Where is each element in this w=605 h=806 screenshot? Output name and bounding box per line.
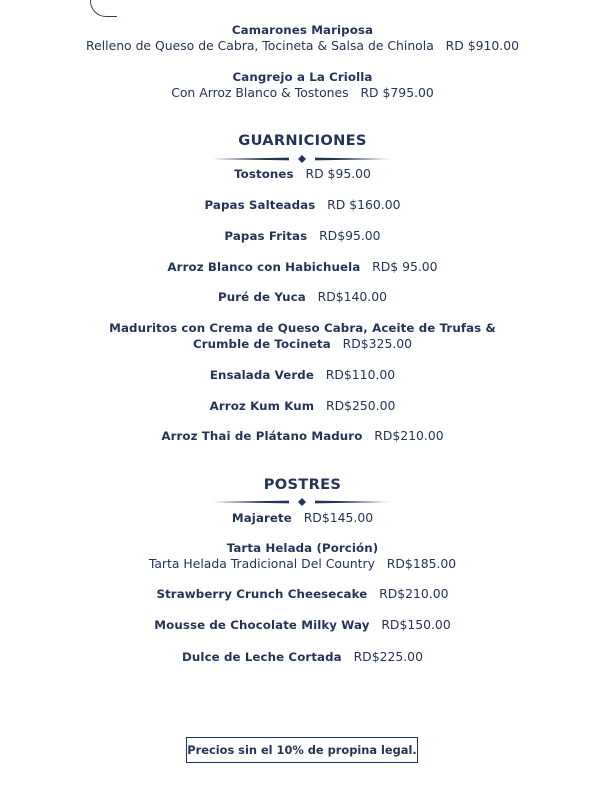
item-price: RD$225.00 (353, 649, 423, 664)
menu-item (0, 649, 605, 665)
item-name: Camarones Mariposa (231, 23, 374, 37)
item-price: RD $910.00 (445, 38, 519, 53)
item-name: Arroz Kum Kum (209, 399, 315, 413)
item-name: Cangrejo a La Criolla (232, 70, 373, 84)
menu-item (0, 398, 605, 414)
menu-item (0, 259, 605, 275)
menu-item-detail (0, 556, 605, 572)
item-name: Majarete (231, 511, 292, 525)
item-name: Dulce de Leche Cortada (182, 650, 342, 664)
item-description: Con Arroz Blanco & Tostones (171, 85, 349, 100)
menu-item-detail (0, 38, 605, 54)
menu-item (0, 586, 605, 602)
item-price: RD$110.00 (325, 367, 396, 382)
menu-item (0, 289, 605, 305)
item-price: RD $160.00 (327, 197, 401, 212)
item-description: Relleno de Queso de Cabra, Tocineta & Salsa de Chinola (86, 38, 434, 53)
menu-item (0, 320, 605, 336)
item-name: Tarta Helada (Porción) (226, 541, 379, 555)
item-name: Strawberry Crunch Cheesecake (156, 587, 368, 601)
menu-item (0, 617, 605, 633)
section-title-postres: POSTRES (263, 476, 342, 493)
tip-disclaimer-text: Precios sin el 10% de propina legal. (187, 743, 417, 757)
item-name: Maduritos con Crema de Queso Cabra, Aceite de Trufas & (109, 321, 496, 335)
menu-item (0, 510, 605, 526)
menu-item (0, 228, 605, 244)
item-price: RD$325.00 (342, 336, 413, 351)
menu-item (0, 166, 605, 182)
section-title-guarniciones: GUARNICIONES (238, 132, 367, 149)
item-name: Arroz Thai de Plátano Maduro (161, 429, 363, 443)
menu-item-detail (0, 85, 605, 101)
menu-item (0, 22, 605, 38)
decorative-corner-flourish (90, 0, 117, 17)
item-name: Papas Salteadas (204, 198, 316, 212)
item-price: RD$210.00 (374, 428, 444, 443)
menu-item (0, 197, 605, 213)
item-price: RD$ 95.00 (372, 259, 438, 274)
item-name: Arroz Blanco con Habichuela (167, 260, 361, 274)
menu-item-continued (0, 336, 605, 352)
section-divider (213, 155, 391, 163)
menu-item (0, 540, 605, 556)
item-name: Tostones (234, 167, 294, 181)
menu-item (0, 367, 605, 383)
item-price: RD$210.00 (379, 586, 449, 601)
menu-item (0, 428, 605, 444)
section-divider (213, 498, 391, 506)
menu-item (0, 69, 605, 85)
item-name: Crumble de Tocineta (192, 337, 331, 351)
item-price: RD$250.00 (325, 398, 396, 413)
item-name: Ensalada Verde (209, 368, 314, 382)
item-price: RD$95.00 (319, 228, 381, 243)
item-price: RD$145.00 (303, 510, 374, 525)
item-description: Tarta Helada Tradicional Del Country (148, 556, 375, 571)
item-price: RD$140.00 (317, 289, 387, 304)
item-price: RD $95.00 (305, 166, 371, 181)
item-name: Mousse de Chocolate Milky Way (154, 618, 370, 632)
item-price: RD$150.00 (381, 617, 451, 632)
item-name: Puré de Yuca (218, 290, 306, 304)
item-name: Papas Fritas (224, 229, 308, 243)
item-price: RD$185.00 (386, 556, 457, 571)
item-price: RD $795.00 (360, 85, 434, 100)
tip-disclaimer-box (186, 737, 418, 763)
